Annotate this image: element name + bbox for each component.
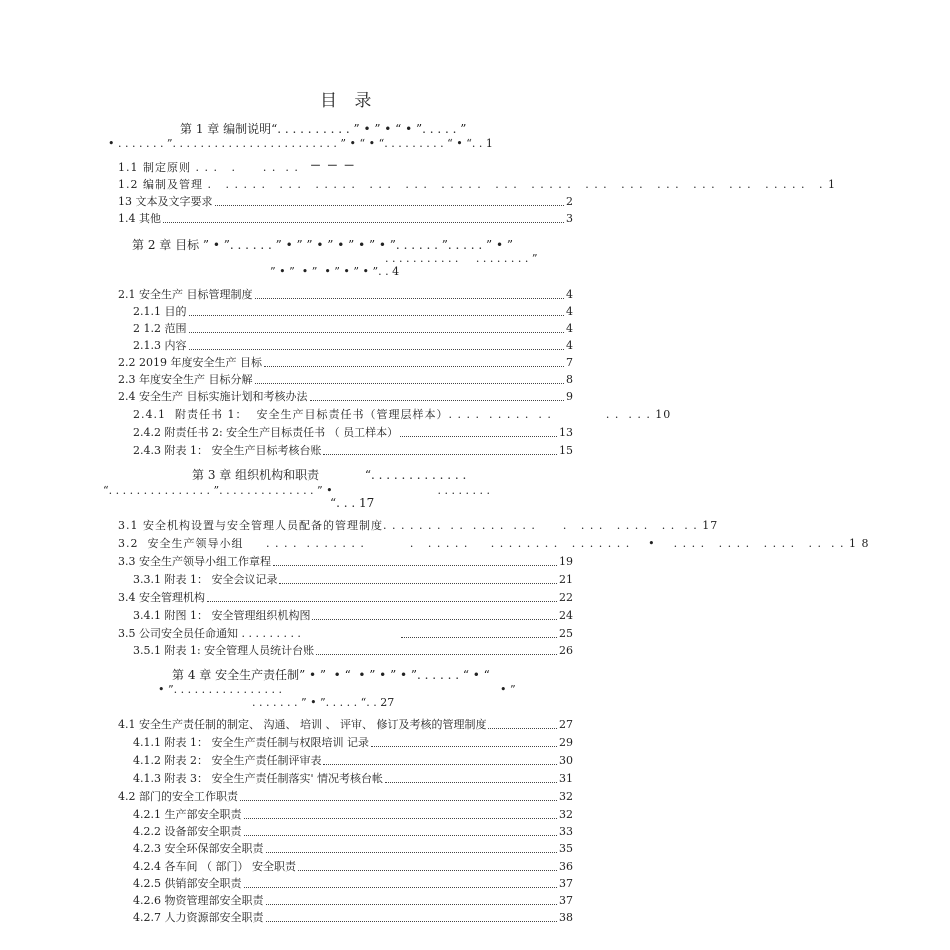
toc-entry-4-2-3 bbox=[133, 842, 573, 856]
toc-entry-label: 2.4 安全生产 目标实施计划和考核办法 bbox=[118, 390, 308, 403]
toc-entry-3-5-1 bbox=[133, 644, 573, 658]
toc-leader bbox=[273, 565, 557, 566]
chapter-4-heading: 第 4 章 安全生产责任制” • ” • “ • ” • ” • ”. . . . . . “ • “ bbox=[172, 668, 490, 682]
toc-page-number: 9 bbox=[566, 390, 573, 403]
toc-entry-2-3 bbox=[118, 373, 573, 387]
toc-entry-label: 3.4 安全管理机构 bbox=[118, 591, 205, 604]
toc-leader bbox=[401, 637, 557, 638]
toc-page-number: 15 bbox=[559, 444, 573, 457]
toc-page-number: 38 bbox=[559, 911, 573, 924]
toc-leader bbox=[266, 852, 558, 853]
toc-leader bbox=[298, 870, 557, 871]
toc-page-number: 29 bbox=[559, 736, 573, 749]
toc-entry-4-2-7 bbox=[133, 911, 573, 925]
toc-entry-4-1 bbox=[118, 718, 573, 732]
toc-entry-2-1-2 bbox=[133, 322, 573, 336]
toc-entry-label: 2.4.2 附责任书 2: 安全生产目标责任书 （ 员工样本） bbox=[133, 426, 399, 439]
toc-entry-4-1-2 bbox=[133, 754, 573, 768]
toc-entry-label: 4.1.3 附表 3： 安全生产责任制落实' 情况考核台帐 bbox=[133, 772, 383, 785]
toc-entry-label: 3.5 公司安全员任命通知 . . . . . . . . . bbox=[118, 627, 301, 640]
toc-entry-label: 4.2.2 设备部安全职责 bbox=[133, 825, 242, 838]
toc-leader bbox=[255, 383, 565, 384]
toc-entry-3-2: 3.2 安全生产领导小组 . . . . . . . . . . . . . . . . . . . . . . . . . . . . . . . . • . . . . . . . . . . . . . . . . 1 8 bbox=[118, 537, 870, 550]
toc-entry-2-1-3 bbox=[133, 339, 573, 353]
toc-entry-label: 2 1.2 范围 bbox=[133, 322, 187, 335]
toc-leader bbox=[316, 654, 557, 655]
toc-entry-2-4-3 bbox=[133, 444, 573, 458]
toc-entry-2-1-1 bbox=[133, 305, 573, 319]
chapter-3-leader-a: “. . . . . . . . . . . . . . . ”. . . . . . . . . . . . . . ” • . . . . . . . . bbox=[103, 484, 491, 497]
toc-leader bbox=[371, 746, 557, 747]
toc-page-number: 25 bbox=[559, 627, 573, 640]
toc-entry-3-4 bbox=[118, 591, 573, 605]
toc-entry-2-4 bbox=[118, 390, 573, 404]
toc-entry-label: 4.1 安全生产责任制的制定、 沟通、 培训 、 评审、 修订及考核的管理制度 bbox=[118, 718, 487, 731]
toc-entry-label: 4.2.6 物资管理部安全职责 bbox=[133, 894, 264, 907]
toc-entry-4-2-6 bbox=[133, 894, 573, 908]
toc-entry-1-3 bbox=[118, 195, 573, 209]
toc-entry-label: 2.3 年度安全生产 目标分解 bbox=[118, 373, 253, 386]
toc-page-number: 4 bbox=[566, 288, 573, 301]
chapter-3-leader-b: “. . . 17 bbox=[330, 496, 375, 510]
toc-entry-3-3-1 bbox=[133, 573, 573, 587]
toc-entry-4-2-5 bbox=[133, 877, 573, 891]
toc-entry-2-1 bbox=[118, 288, 573, 302]
toc-entry-3-5 bbox=[118, 627, 573, 641]
toc-entry-1-1-dashes: － － － bbox=[310, 159, 356, 172]
toc-page-number: 4 bbox=[566, 322, 573, 335]
toc-entry-label: 4.2.5 供销部安全职责 bbox=[133, 877, 242, 890]
toc-leader bbox=[323, 764, 557, 765]
toc-entry-label: 3.3.1 附表 1： 安全会议记录 bbox=[133, 573, 278, 586]
toc-leader bbox=[255, 298, 565, 299]
toc-page-number: 3 bbox=[566, 212, 573, 225]
toc-entry-label: 2.1.3 内容 bbox=[133, 339, 187, 352]
toc-leader bbox=[279, 583, 557, 584]
toc-entry-label: 4.1.1 附表 1： 安全生产责任制与权限培训 记录 bbox=[133, 736, 369, 749]
toc-page-number: 21 bbox=[559, 573, 573, 586]
toc-page-number: 35 bbox=[559, 842, 573, 855]
toc-entry-1-1: 1.1 制定原则 . . . . . . . . bbox=[118, 161, 299, 174]
toc-entry-label: 2.1 安全生产 目标管理制度 bbox=[118, 288, 253, 301]
toc-leader bbox=[488, 728, 557, 729]
toc-entry-label: 4.2.4 各车间 （ 部门） 安全职责 bbox=[133, 860, 296, 873]
toc-page-number: 19 bbox=[559, 555, 573, 568]
toc-leader bbox=[310, 400, 565, 401]
toc-entry-label: 4.2.7 人力资源部安全职责 bbox=[133, 911, 264, 924]
toc-page-number: 24 bbox=[559, 609, 573, 622]
toc-leader bbox=[244, 835, 558, 836]
toc-page-number: 2 bbox=[566, 195, 573, 208]
toc-entry-label: 2.1.1 目的 bbox=[133, 305, 187, 318]
toc-entry-2-4-2 bbox=[133, 426, 573, 440]
toc-page-number: 13 bbox=[559, 426, 573, 439]
toc-entry-4-1-3 bbox=[133, 772, 573, 786]
toc-entry-4-2-2 bbox=[133, 825, 573, 839]
chapter-1-heading: 第 1 章 编制说明“. . . . . . . . . . ” • ” • “ • ”. . . . . ” bbox=[180, 122, 467, 136]
toc-entry-1-2: 1.2 编制及管理 . . . . . . . . . . . . . . . . . . . . . . . . . . . . . . . . . . . . . . . . . . . . . . . . . . . . . . 1 bbox=[118, 178, 837, 191]
toc-page-number: 26 bbox=[559, 644, 573, 657]
toc-entry-3-1: 3.1 安全机构设置与安全管理人员配备的管理制度. . . . . . . . . . . . . . . . . . . . . . . . . . . . 17 bbox=[118, 519, 719, 532]
chapter-2-leader-b: ” • ” • ” • ” • ” • ”. . 4 bbox=[270, 265, 400, 278]
toc-entry-label: 13 文本及文字要求 bbox=[118, 195, 213, 208]
toc-page-number: 32 bbox=[559, 808, 573, 821]
toc-entry-2-2 bbox=[118, 356, 573, 370]
chapter-4-leader-b: . . . . . . . ” • ”. . . . . “. . 27 bbox=[252, 696, 395, 709]
chapter-4-leader-a2: • ” bbox=[500, 683, 516, 696]
toc-entry-3-4-1 bbox=[133, 609, 573, 623]
toc-entry-4-1-1 bbox=[133, 736, 573, 750]
toc-entry-label: 4.1.2 附表 2： 安全生产责任制评审表 bbox=[133, 754, 322, 767]
toc-page-number: 4 bbox=[566, 305, 573, 318]
toc-page-number: 30 bbox=[559, 754, 573, 767]
toc-leader bbox=[189, 315, 565, 316]
toc-leader bbox=[264, 366, 564, 367]
toc-entry-label: 3.5.1 附表 1: 安全管理人员统计台账 bbox=[133, 644, 315, 657]
chapter-3-heading: 第 3 章 组织机构和职责 “. . . . . . . . . . . . . bbox=[192, 468, 467, 482]
toc-leader bbox=[385, 782, 557, 783]
chapter-1-leader: • . . . . . . . ”. . . . . . . . . . . . . . . . . . . . . . . . ” • “ • “. . . . . . . . . “ • “. . 1 bbox=[108, 137, 493, 150]
toc-page-number: 7 bbox=[566, 356, 573, 369]
toc-entry-3-3 bbox=[118, 555, 573, 569]
toc-page-number: 4 bbox=[566, 339, 573, 352]
toc-leader bbox=[189, 349, 565, 350]
toc-leader bbox=[266, 921, 558, 922]
toc-leader bbox=[312, 619, 557, 620]
toc-page-number: 8 bbox=[566, 373, 573, 386]
toc-entry-label: 4.2.1 生产部安全职责 bbox=[133, 808, 242, 821]
toc-entry-4-2 bbox=[118, 790, 573, 804]
toc-leader bbox=[163, 222, 564, 223]
toc-entry-label: 4.2 部门的安全工作职责 bbox=[118, 790, 238, 803]
toc-leader bbox=[240, 800, 557, 801]
toc-page-number: 37 bbox=[559, 877, 573, 890]
toc-entry-label: 1.4 其他 bbox=[118, 212, 161, 225]
toc-entry-label: 2.4.3 附表 1： 安全生产目标考核台账 bbox=[133, 444, 322, 457]
chapter-2-heading: 第 2 章 目标 ” • ”. . . . . . ” • ” ” • ” • ” • ” • ”. . . . . . ”. . . . . ” • ” bbox=[132, 238, 513, 252]
toc-title: 目 录 bbox=[320, 91, 378, 111]
toc-leader bbox=[244, 818, 558, 819]
toc-page-number: 33 bbox=[559, 825, 573, 838]
toc-leader bbox=[244, 887, 558, 888]
toc-page-number: 27 bbox=[559, 718, 573, 731]
toc-entry-2-4-1: 2.4.1 附责任书 1： 安全生产目标责任书（管理层样本）. . . . . . . . . . . . . . . . 10 bbox=[133, 408, 672, 421]
toc-entry-label: 4.2.3 安全环保部安全职责 bbox=[133, 842, 264, 855]
toc-page-number: 37 bbox=[559, 894, 573, 907]
toc-entry-4-2-4 bbox=[133, 860, 573, 874]
toc-page-number: 22 bbox=[559, 591, 573, 604]
toc-entry-label: 2.2 2019 年度安全生产 目标 bbox=[118, 356, 262, 369]
toc-leader bbox=[215, 205, 565, 206]
toc-leader bbox=[323, 454, 557, 455]
toc-page-number: 31 bbox=[559, 772, 573, 785]
toc-leader bbox=[266, 904, 558, 905]
toc-entry-4-2-1 bbox=[133, 808, 573, 822]
toc-leader bbox=[207, 601, 557, 602]
chapter-4-leader-a: • ”. . . . . . . . . . . . . . . . bbox=[158, 683, 283, 696]
toc-page-number: 32 bbox=[559, 790, 573, 803]
toc-page-number: 36 bbox=[559, 860, 573, 873]
toc-entry-label: 3.4.1 附图 1： 安全管理组织机构图 bbox=[133, 609, 311, 622]
toc-entry-label: 3.3 安全生产领导小组工作章程 bbox=[118, 555, 271, 568]
toc-leader bbox=[189, 332, 565, 333]
toc-leader bbox=[400, 436, 557, 437]
chapter-2-leader-a: . . . . . . . . . . . . . . . . . . . ” bbox=[385, 252, 538, 265]
toc-entry-1-4 bbox=[118, 212, 573, 226]
